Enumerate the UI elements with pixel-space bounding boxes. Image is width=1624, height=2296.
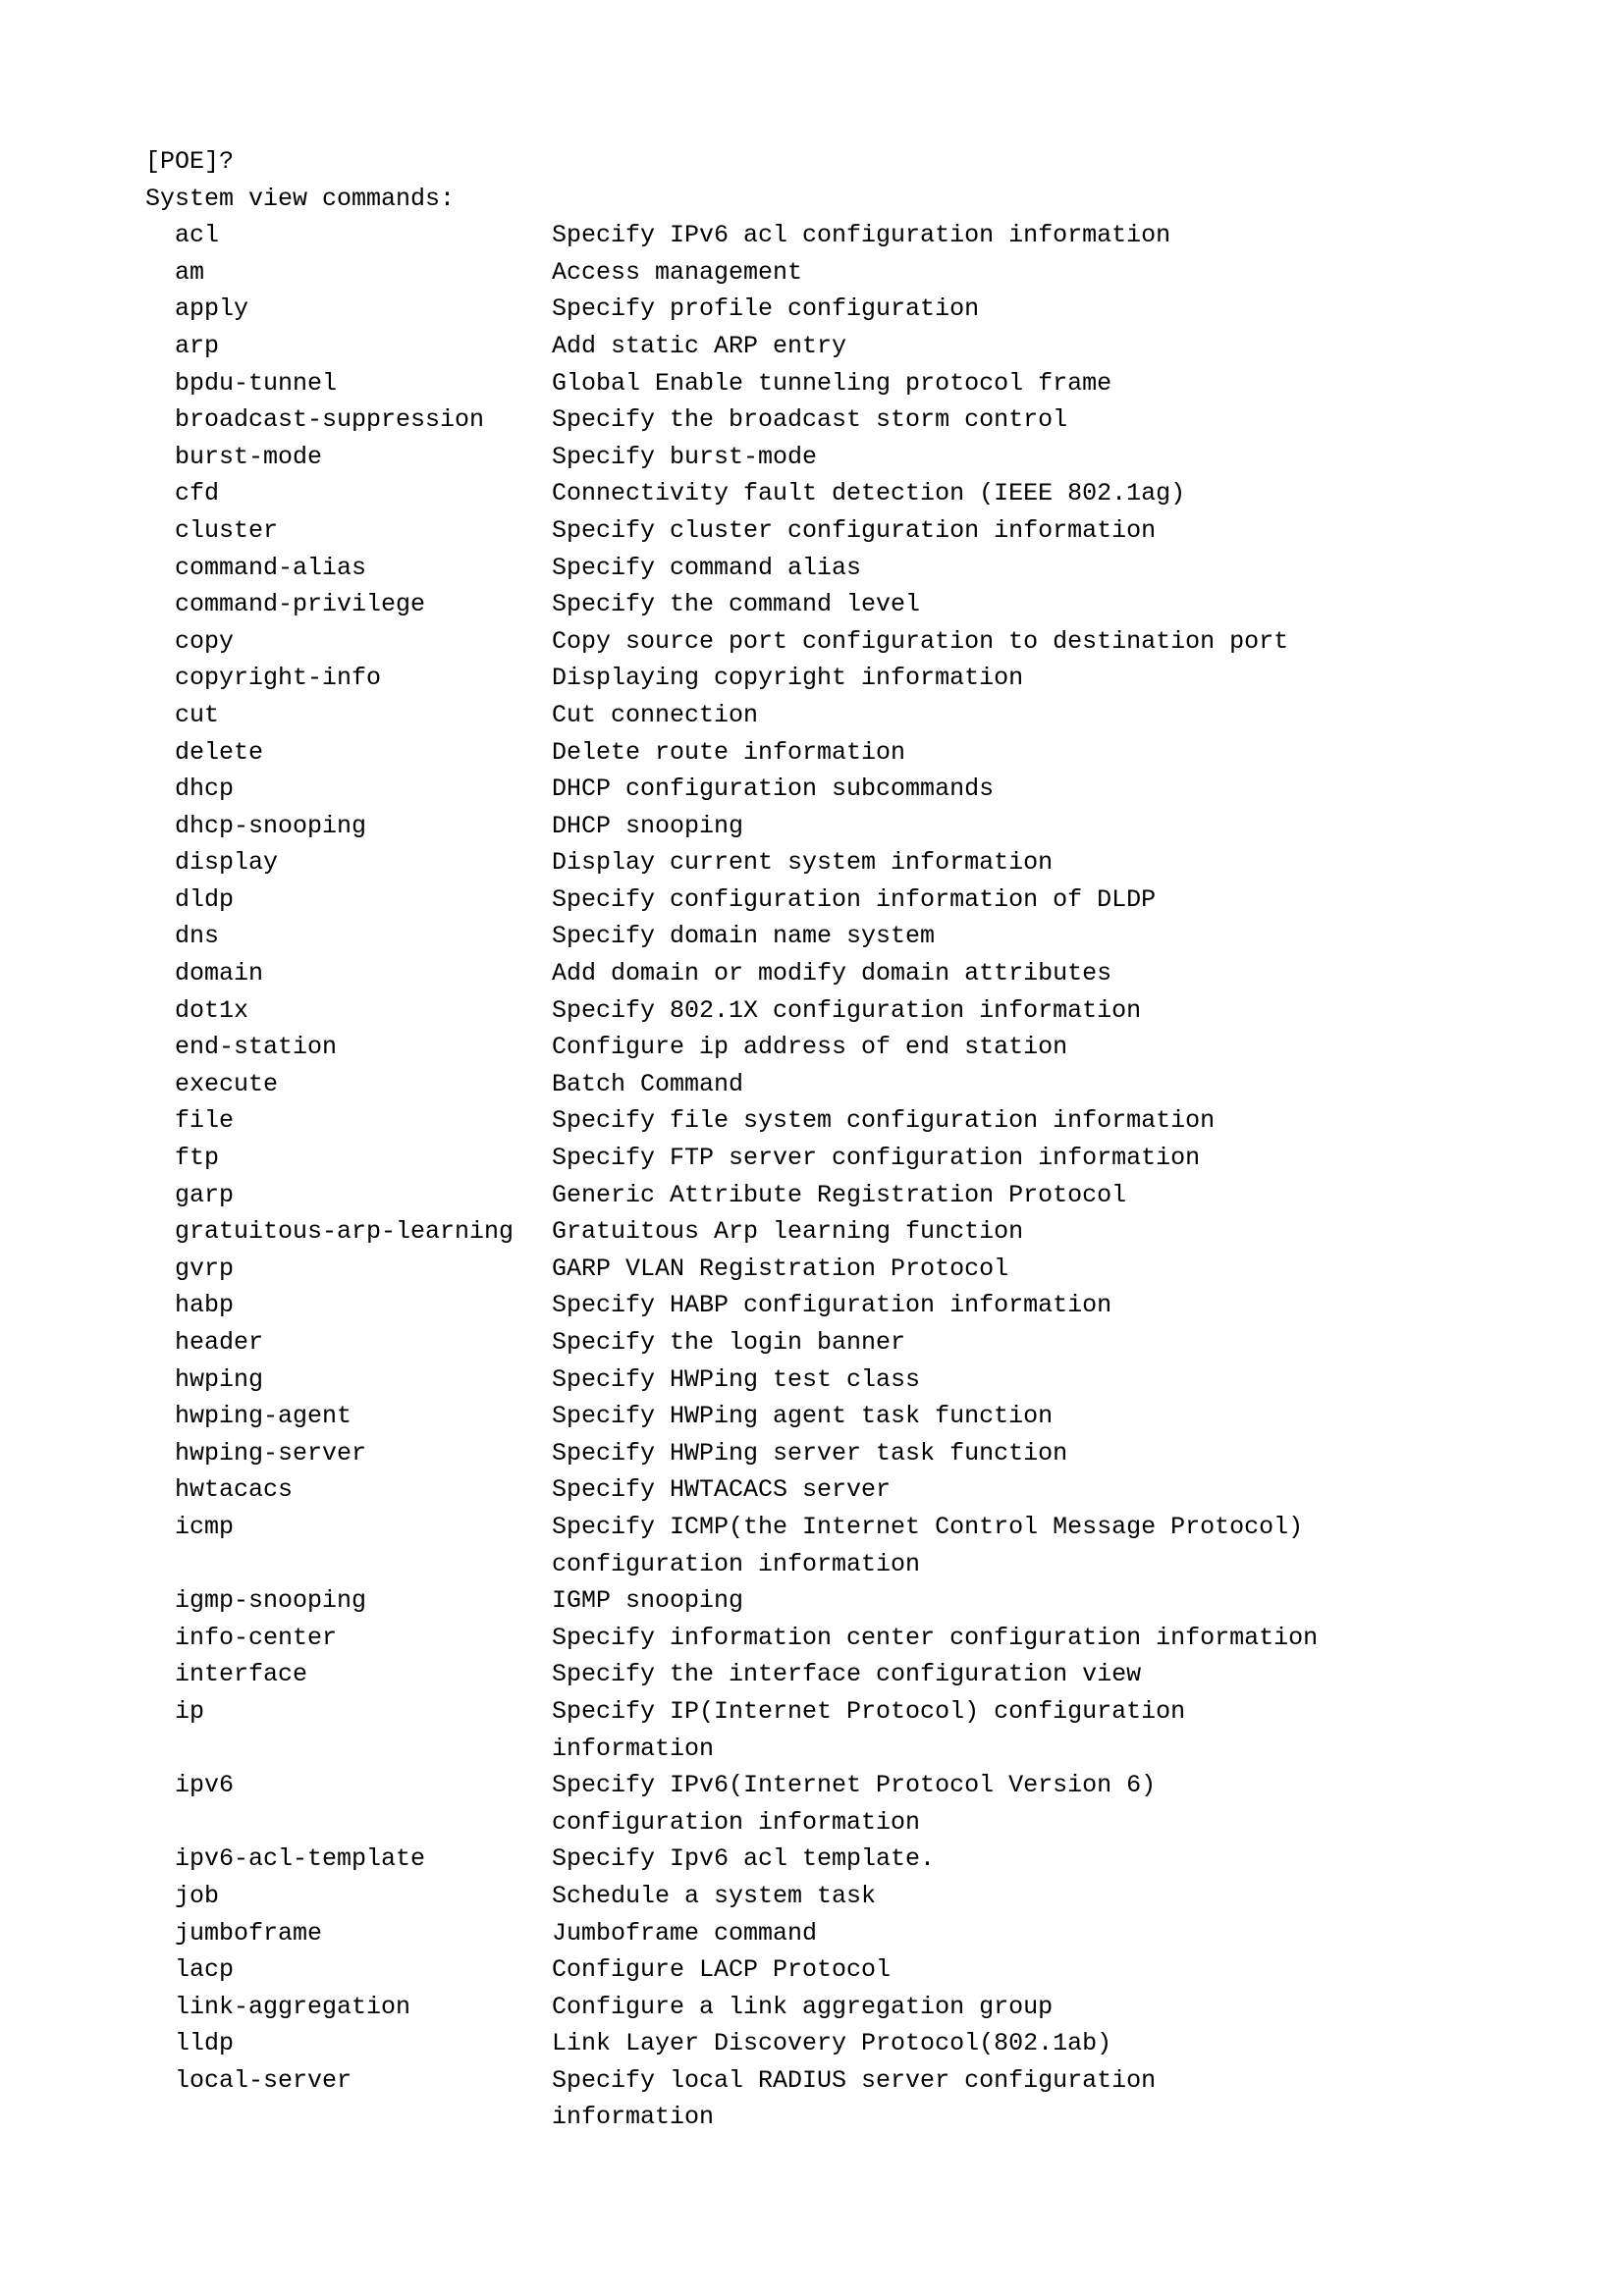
command-row: [145, 254, 1579, 292]
command-row: [145, 844, 1579, 881]
command-description: [552, 771, 1579, 808]
command-name: domain: [175, 959, 264, 988]
command-description: [552, 1989, 1579, 2026]
description-line: Link Layer Discovery Protocol(802.1ab): [552, 2029, 1112, 2058]
command-name: lldp: [175, 2029, 235, 2058]
description-line: Specify IPv6(Internet Protocol Version 6): [552, 1771, 1157, 1800]
command-name: ftp: [175, 1144, 220, 1173]
command-name: interface: [175, 1660, 308, 1689]
command-name: delete: [175, 737, 264, 767]
command-description: [552, 734, 1579, 772]
command-name: header: [175, 1328, 264, 1357]
command-name: broadcast-suppression: [175, 405, 485, 435]
command-name: bpdu-tunnel: [175, 368, 338, 398]
command-name: local-server: [175, 2065, 352, 2095]
command-description: [552, 660, 1579, 697]
description-line: Cut connection: [552, 700, 759, 729]
command-row: [145, 1693, 1579, 1767]
command-row: [145, 1989, 1579, 2026]
command-description: [552, 328, 1579, 365]
description-line: Specify Ipv6 acl template.: [552, 1844, 936, 1874]
command-row: [145, 439, 1579, 476]
command-row: [145, 1656, 1579, 1693]
description-line: Display current system information: [552, 848, 1054, 878]
command-name: link-aggregation: [175, 1992, 411, 2021]
command-name: jumboframe: [175, 1918, 323, 1948]
command-name: dns: [175, 922, 220, 951]
command-description: [552, 881, 1579, 919]
command-row: [145, 365, 1579, 402]
description-line: Specify cluster configuration information: [552, 515, 1157, 545]
description-line: Access management: [552, 257, 803, 287]
description-line: Configure ip address of end station: [552, 1033, 1068, 1062]
command-name: ipv6-acl-template: [175, 1844, 426, 1874]
command-row: [145, 1102, 1579, 1140]
command-row: [145, 808, 1579, 845]
command-description: [552, 808, 1579, 845]
command-description: [552, 439, 1579, 476]
command-name: copyright-info: [175, 664, 382, 693]
description-line: Specify information center configuration information: [552, 1623, 1319, 1652]
command-name: job: [175, 1881, 220, 1910]
description-line: Configure a link aggregation group: [552, 1992, 1054, 2021]
command-name: burst-mode: [175, 442, 323, 471]
command-description: [552, 1509, 1579, 1582]
command-description: [552, 1620, 1579, 1657]
command-description: [552, 586, 1579, 623]
command-description: [552, 1878, 1579, 1915]
command-name: cluster: [175, 515, 279, 545]
command-row: [145, 1140, 1579, 1177]
command-row: [145, 1251, 1579, 1288]
command-row: [145, 1029, 1579, 1066]
description-line: DHCP snooping: [552, 811, 744, 840]
command-name: igmp-snooping: [175, 1586, 367, 1616]
command-description: [552, 1693, 1579, 1767]
command-row: [145, 512, 1579, 550]
command-row: [145, 1620, 1579, 1657]
command-row: [145, 2062, 1579, 2136]
description-line: Specify configuration information of DLDP: [552, 884, 1157, 914]
command-list: [145, 217, 1579, 2136]
description-line: Jumboframe command: [552, 1918, 818, 1948]
command-description: [552, 2025, 1579, 2062]
command-name: am: [175, 257, 205, 287]
description-line: Batch Command: [552, 1069, 744, 1098]
description-line: Specify ICMP(the Internet Control Message Protocol): [552, 1512, 1304, 1541]
command-row: [145, 328, 1579, 365]
command-description: [552, 1287, 1579, 1324]
command-row: [145, 1324, 1579, 1362]
command-row: [145, 217, 1579, 254]
description-line: Specify IP(Internet Protocol) configuration: [552, 1696, 1186, 1726]
command-row: [145, 660, 1579, 697]
command-description: [552, 2062, 1579, 2136]
command-row: [145, 1915, 1579, 1952]
description-line: configuration information: [552, 1549, 921, 1578]
command-row: [145, 1213, 1579, 1251]
description-line: GARP VLAN Registration Protocol: [552, 1254, 1009, 1283]
command-description: [552, 1066, 1579, 1103]
command-description: [552, 365, 1579, 402]
description-line: Specify domain name system: [552, 922, 936, 951]
command-row: [145, 1767, 1579, 1841]
command-description: [552, 1251, 1579, 1288]
description-line: Connectivity fault detection (IEEE 802.1ag): [552, 479, 1186, 508]
command-description: [552, 623, 1579, 661]
description-line: Specify the command level: [552, 590, 921, 619]
command-name: acl: [175, 221, 220, 250]
description-line: Add static ARP entry: [552, 331, 847, 360]
description-line: Generic Attribute Registration Protocol: [552, 1180, 1127, 1209]
command-description: [552, 550, 1579, 587]
command-description: [552, 1362, 1579, 1399]
command-description: [552, 1140, 1579, 1177]
command-description: [552, 1435, 1579, 1472]
command-row: [145, 1287, 1579, 1324]
command-row: [145, 992, 1579, 1030]
command-name: file: [175, 1106, 235, 1136]
command-description: [552, 1102, 1579, 1140]
description-line: Specify burst-mode: [552, 442, 818, 471]
command-name: copy: [175, 626, 235, 656]
command-name: gvrp: [175, 1254, 235, 1283]
command-description: [552, 1656, 1579, 1693]
command-row: [145, 2025, 1579, 2062]
description-line: Specify local RADIUS server configuration: [552, 2065, 1157, 2095]
commands-heading: System view commands:: [145, 184, 456, 213]
command-name: dhcp-snooping: [175, 811, 367, 840]
command-row: [145, 1509, 1579, 1582]
command-description: [552, 1029, 1579, 1066]
command-description: [552, 1398, 1579, 1435]
command-row: [145, 550, 1579, 587]
command-row: [145, 1066, 1579, 1103]
command-name: hwping-server: [175, 1438, 367, 1468]
command-row: [145, 1362, 1579, 1399]
command-description: [552, 918, 1579, 955]
command-name: hwping: [175, 1364, 264, 1394]
command-row: [145, 1471, 1579, 1509]
description-line: Specify profile configuration: [552, 294, 980, 324]
command-row: [145, 401, 1579, 439]
command-name: arp: [175, 331, 220, 360]
command-description: [552, 291, 1579, 328]
command-description: [552, 1582, 1579, 1620]
description-line: Global Enable tunneling protocol frame: [552, 368, 1112, 398]
command-name: icmp: [175, 1512, 235, 1541]
description-line: Delete route information: [552, 737, 906, 767]
description-line: Gratuitous Arp learning function: [552, 1217, 1024, 1247]
command-row: [145, 1177, 1579, 1214]
command-name: gratuitous-arp-learning: [175, 1217, 514, 1247]
command-row: [145, 697, 1579, 734]
description-line: Configure LACP Protocol: [552, 1955, 892, 1985]
command-row: [145, 1841, 1579, 1878]
command-description: [552, 844, 1579, 881]
command-name: apply: [175, 294, 249, 324]
command-row: [145, 1582, 1579, 1620]
command-name: end-station: [175, 1033, 338, 1062]
description-line: Specify IPv6 acl configuration information: [552, 221, 1171, 250]
command-name: hwtacacs: [175, 1475, 294, 1505]
command-name: cut: [175, 700, 220, 729]
command-name: command-alias: [175, 553, 367, 582]
description-line: Specify 802.1X configuration information: [552, 995, 1142, 1025]
description-line: DHCP configuration subcommands: [552, 774, 995, 804]
command-description: [552, 1177, 1579, 1214]
description-line: Schedule a system task: [552, 1881, 877, 1910]
command-description: [552, 401, 1579, 439]
description-line: Specify HWPing agent task function: [552, 1402, 1054, 1431]
command-name: hwping-agent: [175, 1402, 352, 1431]
command-row: [145, 291, 1579, 328]
command-description: [552, 1951, 1579, 1989]
command-row: [145, 586, 1579, 623]
command-description: [552, 475, 1579, 512]
command-name: info-center: [175, 1623, 338, 1652]
description-line: Specify the login banner: [552, 1328, 906, 1357]
command-description: [552, 217, 1579, 254]
command-row: [145, 771, 1579, 808]
command-name: lacp: [175, 1955, 235, 1985]
command-description: [552, 992, 1579, 1030]
command-prompt: [POE]?: [145, 147, 235, 176]
command-description: [552, 1915, 1579, 1952]
command-name: ip: [175, 1696, 205, 1726]
command-description: [552, 512, 1579, 550]
command-row: [145, 955, 1579, 992]
command-row: [145, 475, 1579, 512]
description-line: Specify HWPing server task function: [552, 1438, 1068, 1468]
command-name: display: [175, 848, 279, 878]
description-line: Specify HWTACACS server: [552, 1475, 892, 1505]
description-line: Copy source port configuration to destination port: [552, 626, 1289, 656]
command-name: execute: [175, 1069, 279, 1098]
description-line: information: [552, 1734, 715, 1763]
command-name: dot1x: [175, 995, 249, 1025]
command-row: [145, 623, 1579, 661]
command-name: ipv6: [175, 1771, 235, 1800]
command-name: habp: [175, 1291, 235, 1320]
command-name: garp: [175, 1180, 235, 1209]
description-line: configuration information: [552, 1807, 921, 1837]
command-description: [552, 955, 1579, 992]
description-line: IGMP snooping: [552, 1586, 744, 1616]
description-line: Specify HWPing test class: [552, 1364, 921, 1394]
description-line: Specify file system configuration information: [552, 1106, 1216, 1136]
command-row: [145, 1435, 1579, 1472]
description-line: Add domain or modify domain attributes: [552, 959, 1112, 988]
command-row: [145, 1951, 1579, 1989]
command-description: [552, 1471, 1579, 1509]
command-name: dhcp: [175, 774, 235, 804]
command-description: [552, 1324, 1579, 1362]
description-line: Specify command alias: [552, 553, 862, 582]
description-line: Specify HABP configuration information: [552, 1291, 1112, 1320]
description-line: information: [552, 2103, 715, 2132]
terminal-output: [145, 143, 1579, 2136]
command-description: [552, 1767, 1579, 1841]
command-name: cfd: [175, 479, 220, 508]
command-description: [552, 254, 1579, 292]
command-description: [552, 1841, 1579, 1878]
description-line: Displaying copyright information: [552, 664, 1024, 693]
command-description: [552, 697, 1579, 734]
command-description: [552, 1213, 1579, 1251]
command-name: command-privilege: [175, 590, 426, 619]
description-line: Specify FTP server configuration information: [552, 1144, 1201, 1173]
description-line: Specify the interface configuration view: [552, 1660, 1142, 1689]
description-line: Specify the broadcast storm control: [552, 405, 1068, 435]
command-name: dldp: [175, 884, 235, 914]
command-row: [145, 918, 1579, 955]
command-row: [145, 1398, 1579, 1435]
command-row: [145, 881, 1579, 919]
command-row: [145, 734, 1579, 772]
command-row: [145, 1878, 1579, 1915]
